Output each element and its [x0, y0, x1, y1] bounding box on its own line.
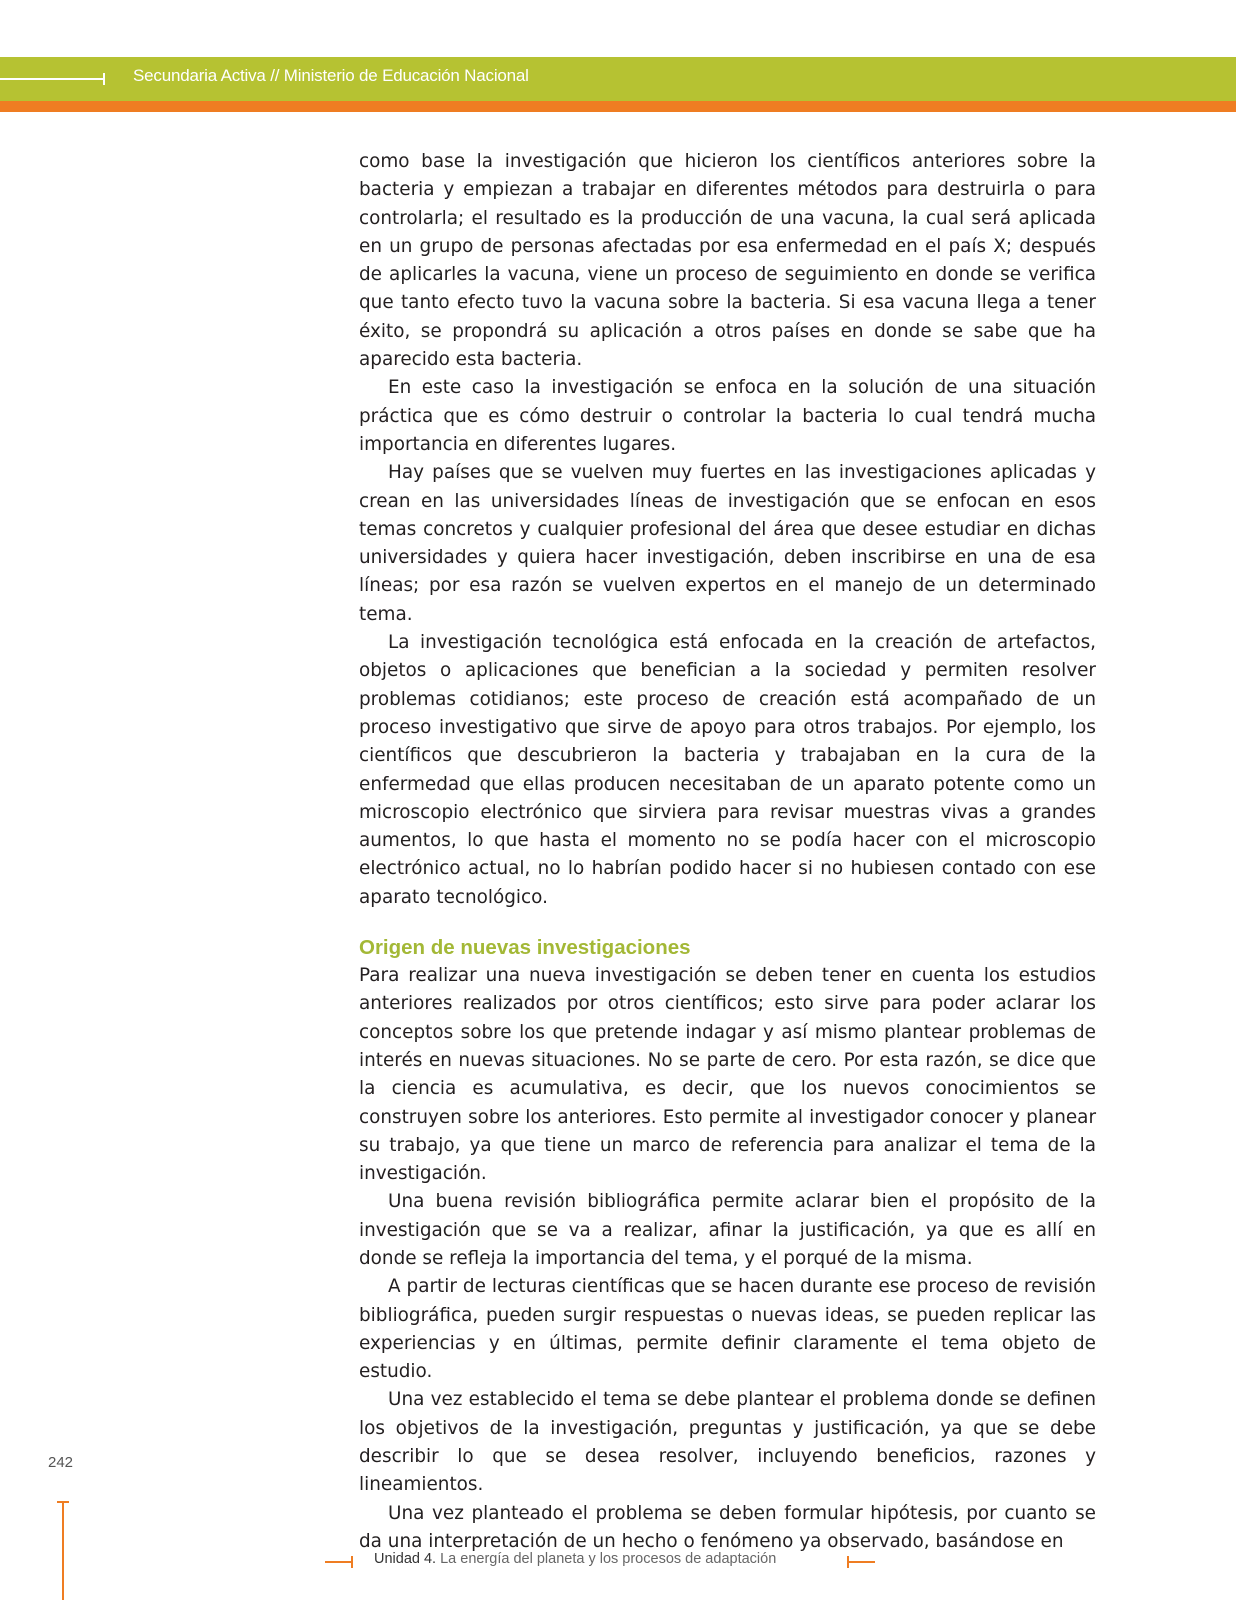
running-header-title: Secundaria Activa // Ministerio de Educación Nacional: [133, 66, 529, 85]
footer-decorative-line-left: [325, 1561, 353, 1563]
paragraph: Una vez planteado el problema se deben formular hipótesis, por cuanto se da una interpretación de un hecho o fenómeno ya observado, basándose en: [359, 1502, 1096, 1552]
header-decorative-tick: [103, 73, 105, 85]
header-accent-stripe: [0, 101, 1236, 112]
body-text: [359, 148, 1096, 1556]
footer-decorative-tick-left: [351, 1556, 353, 1568]
section-heading: Origen de nuevas investigaciones: [359, 936, 691, 960]
footer-unit-label: Unidad 4.: [374, 1551, 437, 1567]
header-decorative-line: [0, 78, 105, 80]
paragraph: Para realizar una nueva investigación se deben tener en cuenta los estudios anteriores realizados por otros científicos; esto sirve para poder aclarar los conceptos sobre los que pretende indagar y así mismo plantear problemas de interés en nuevas situaciones. No se parte de cero. Por esta razón, se dice que la ciencia es acumulativa, es decir, que los nuevos conocimientos se construyen sobre los anteriores. Esto permite al investigador conocer y planear su trabajo, ya que tiene un marco de referencia para analizar el tema de la investigación.: [359, 965, 1096, 1185]
paragraph: A partir de lecturas científicas que se hacen durante ese proceso de revisión bibliográfica, pueden surgir respuestas o nuevas ideas, se pueden replicar las experiencias y en últimas, permite definir claramente el tema objeto de estudio.: [359, 1276, 1096, 1383]
footer-decorative-line-right: [847, 1561, 875, 1563]
paragraph: En este caso la investigación se enfoca en la solución de una situación práctica que es cómo destruir o controlar la bacteria lo cual tendrá mucha importancia en diferentes lugares.: [359, 377, 1096, 455]
footer-decorative-tick-right: [847, 1556, 849, 1568]
paragraph: Una vez establecido el tema se debe plantear el problema donde se definen los objetivos de la investigación, preguntas y justificación, ya que se debe describir lo que se desea resolver, incluyendo beneficios, razones y lineamientos.: [359, 1389, 1096, 1496]
running-footer: [374, 1551, 776, 1567]
paragraph: Hay países que se vuelven muy fuertes en las investigaciones aplicadas y crean en las universidades líneas de investigación que se enfocan en esos temas concretos y cualquier profesional del área que desee estudiar en dichas universidades y quiera hacer investigación, deben inscribirse en una de esa líneas; por esa razón se vuelven expertos en el manejo de un determinado tema.: [359, 462, 1096, 625]
paragraph: La investigación tecnológica está enfocada en la creación de artefactos, objetos o aplicaciones que benefician a la sociedad y permiten resolver problemas cotidianos; este proceso de creación está acompañado de un proceso investigativo que sirve de apoyo para otros trabajos. Por ejemplo, los científicos que descubrieron la bacteria y trabajaban en la cura de la enfermedad que ellas producen necesitaban de un aparato potente como un microscopio electrónico que sirviera para revisar muestras vivas a grandes aumentos, lo que hasta el momento no se podía hacer con el microscopio electrónico actual, no lo habrían podido hacer si no hubiesen contado con ese aparato tecnológico.: [359, 632, 1096, 908]
paragraph: Una buena revisión bibliográfica permite aclarar bien el propósito de la investigación que se va a realizar, afinar la justificación, ya que es allí en donde se refleja la importancia del tema, y el porqué de la misma.: [359, 1191, 1096, 1269]
margin-rule: [62, 1502, 64, 1600]
footer-unit-title: La energía del planeta y los procesos de adaptación: [436, 1551, 777, 1567]
page-number: 242: [48, 1454, 74, 1471]
paragraph: como base la investigación que hicieron los científicos anteriores sobre la bacteria y empiezan a trabajar en diferentes métodos para destruirla o para controlarla; el resultado es la producción de una vacuna, la cual será aplicada en un grupo de personas afectadas por esa enfermedad en el país X; después de aplicarles la vacuna, viene un proceso de seguimiento en donde se verifica que tanto efecto tuvo la vacuna sobre la bacteria. Si esa vacuna llega a tener éxito, se propondrá su aplicación a otros países en donde se sabe que ha aparecido esta bacteria.: [359, 151, 1096, 371]
